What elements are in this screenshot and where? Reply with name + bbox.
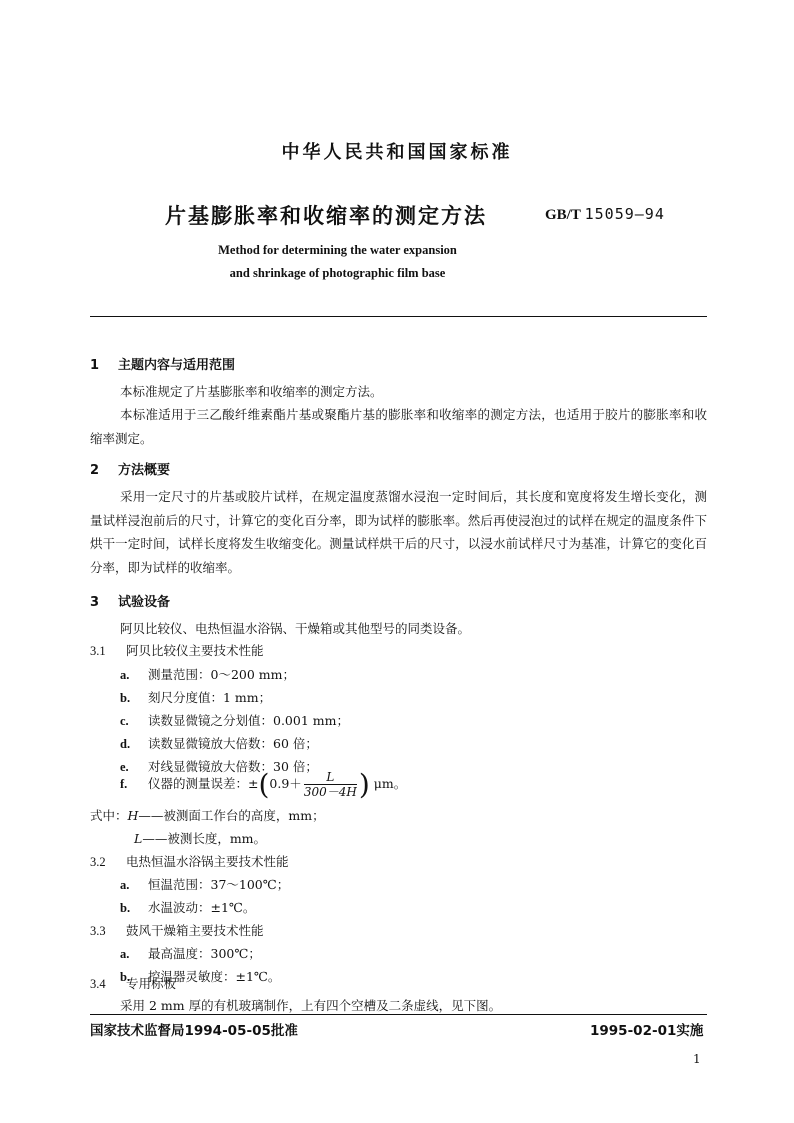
section-1-title: 主题内容与适用范围: [118, 358, 236, 373]
list-item-text: 读数显微镜放大倍数：60 倍；: [148, 736, 318, 751]
standard-code: [545, 205, 665, 224]
approval-statement: 国家技术监督局1994-05-05批准: [90, 1023, 298, 1039]
list-item-letter: a.: [120, 878, 130, 892]
list-item-letter: c.: [120, 714, 129, 728]
english-title-line-1: Method for determining the water expansion: [218, 243, 457, 257]
list-item-text: 水温波动：±1℃。: [148, 900, 256, 915]
standard-category-title: 中华人民共和国国家标准: [281, 142, 513, 163]
list-item-text: 对线显微镜放大倍数：30 倍；: [148, 759, 318, 774]
list-item: [120, 665, 295, 683]
right-paren: ): [358, 768, 370, 801]
subsection-3-3-heading: [90, 921, 264, 939]
section-1-number: 1: [90, 358, 100, 373]
formula-unit: μm。: [373, 776, 407, 791]
subsection-3-2-heading: [90, 852, 289, 870]
left-paren: (: [258, 768, 270, 801]
formula-fraction: [304, 770, 357, 799]
page-number: 1: [693, 1052, 701, 1066]
variable-l: L: [134, 831, 143, 846]
list-item-text: 测量范围：0～200 mm；: [148, 667, 295, 682]
subsection-3-3-title: 鼓风干燥箱主要技术性能: [126, 923, 264, 938]
subsection-3-4-title: 专用标板: [126, 976, 177, 991]
section-2-title: 方法概要: [118, 463, 171, 478]
standard-code-number: 15059—94: [584, 205, 665, 223]
list-item-letter: b.: [120, 970, 131, 984]
list-item-text: 恒温范围：37～100℃；: [148, 877, 290, 892]
formula-prefix: 仪器的测量误差：±: [148, 776, 259, 791]
subsection-3-4-paragraph: 采用 2 mm 厚的有机玻璃制作，上有四个空槽及二条虚线，见下图。: [120, 998, 502, 1013]
list-item-letter: f.: [120, 777, 128, 791]
formula-constant: 0.9＋: [269, 776, 302, 791]
section-1-paragraph-1: 本标准规定了片基膨胀率和收缩率的测定方法。: [120, 384, 383, 399]
section-3-title: 试验设备: [118, 595, 171, 610]
fraction-numerator: L: [304, 770, 357, 785]
subsection-3-1-heading: [90, 641, 264, 659]
list-item-letter: a.: [120, 947, 130, 961]
section-2-number: 2: [90, 463, 100, 478]
subsection-3-3-number: 3.3: [90, 924, 106, 938]
where-h-text: ——被测面工作台的高度，mm；: [138, 808, 325, 823]
english-title-line-2: and shrinkage of photographic film base: [229, 266, 446, 280]
section-3-number: 3: [90, 595, 100, 610]
section-2-heading: [90, 459, 170, 478]
list-item: [120, 898, 255, 916]
where-l-text: ——被测长度，mm。: [142, 831, 267, 846]
list-item-letter: b.: [120, 901, 131, 915]
where-clause-h: [90, 806, 325, 824]
section-2-paragraph: 采用一定尺寸的片基或胶片试样，在规定温度蒸馏水浸泡一定时间后，其长度和宽度将发生增长变化，测量试样浸泡前后的尺寸，计算它的变化百分率，即为试样的膨胀率。然后再使浸泡过的试样在规定的温度条件下烘干一定时间，试样长度将发生收缩变化。测量试样烘干后的尺寸，以浸水前试样尺寸为基准，计算它的变化百分率，即为试样的收缩率。: [90, 489, 707, 575]
where-prefix: 式中：: [90, 808, 128, 823]
subsection-3-4-number: 3.4: [90, 977, 106, 991]
list-item-text: 刻尺分度值：1 mm；: [148, 690, 272, 705]
document-title: 片基膨胀率和收缩率的测定方法: [165, 204, 487, 228]
list-item-formula: [120, 768, 406, 801]
list-item-letter: e.: [120, 760, 129, 774]
list-item: [120, 688, 271, 706]
header-divider: [90, 316, 707, 317]
standard-code-prefix: GB/T: [545, 207, 581, 223]
footer-divider: [90, 1014, 707, 1015]
section-1-paragraph-2: 本标准适用于三乙酸纤维素酯片基或聚酯片基的膨胀率和收缩率的测定方法，也适用于胶片的膨胀率和收缩率测定。: [90, 407, 707, 446]
list-item-text: 控温器灵敏度：±1℃。: [148, 969, 281, 984]
subsection-3-4-heading: [90, 974, 176, 992]
effective-date: 1995-02-01实施: [590, 1023, 704, 1039]
subsection-3-2-number: 3.2: [90, 855, 106, 869]
list-item: [120, 875, 289, 893]
section-3-heading: [90, 591, 170, 610]
variable-h: H: [127, 808, 139, 823]
section-3-paragraph: 阿贝比较仪、电热恒温水浴锅、干燥箱或其他型号的同类设备。: [120, 621, 471, 636]
list-item-letter: d.: [120, 737, 131, 751]
list-item-letter: b.: [120, 691, 131, 705]
list-item: [120, 711, 349, 729]
where-clause-l: [134, 829, 266, 847]
list-item-text: 读数显微镜之分划值：0.001 mm；: [148, 713, 349, 728]
subsection-3-1-title: 阿贝比较仪主要技术性能: [126, 643, 264, 658]
list-item: [120, 734, 318, 752]
list-item-text: 最高温度：300℃；: [148, 946, 261, 961]
subsection-3-1-number: 3.1: [90, 644, 106, 658]
list-item-letter: a.: [120, 668, 130, 682]
subsection-3-2-title: 电热恒温水浴锅主要技术性能: [126, 854, 289, 869]
list-item: [120, 944, 261, 962]
fraction-denominator: 300－4H: [303, 785, 357, 799]
section-1-heading: [90, 354, 235, 373]
